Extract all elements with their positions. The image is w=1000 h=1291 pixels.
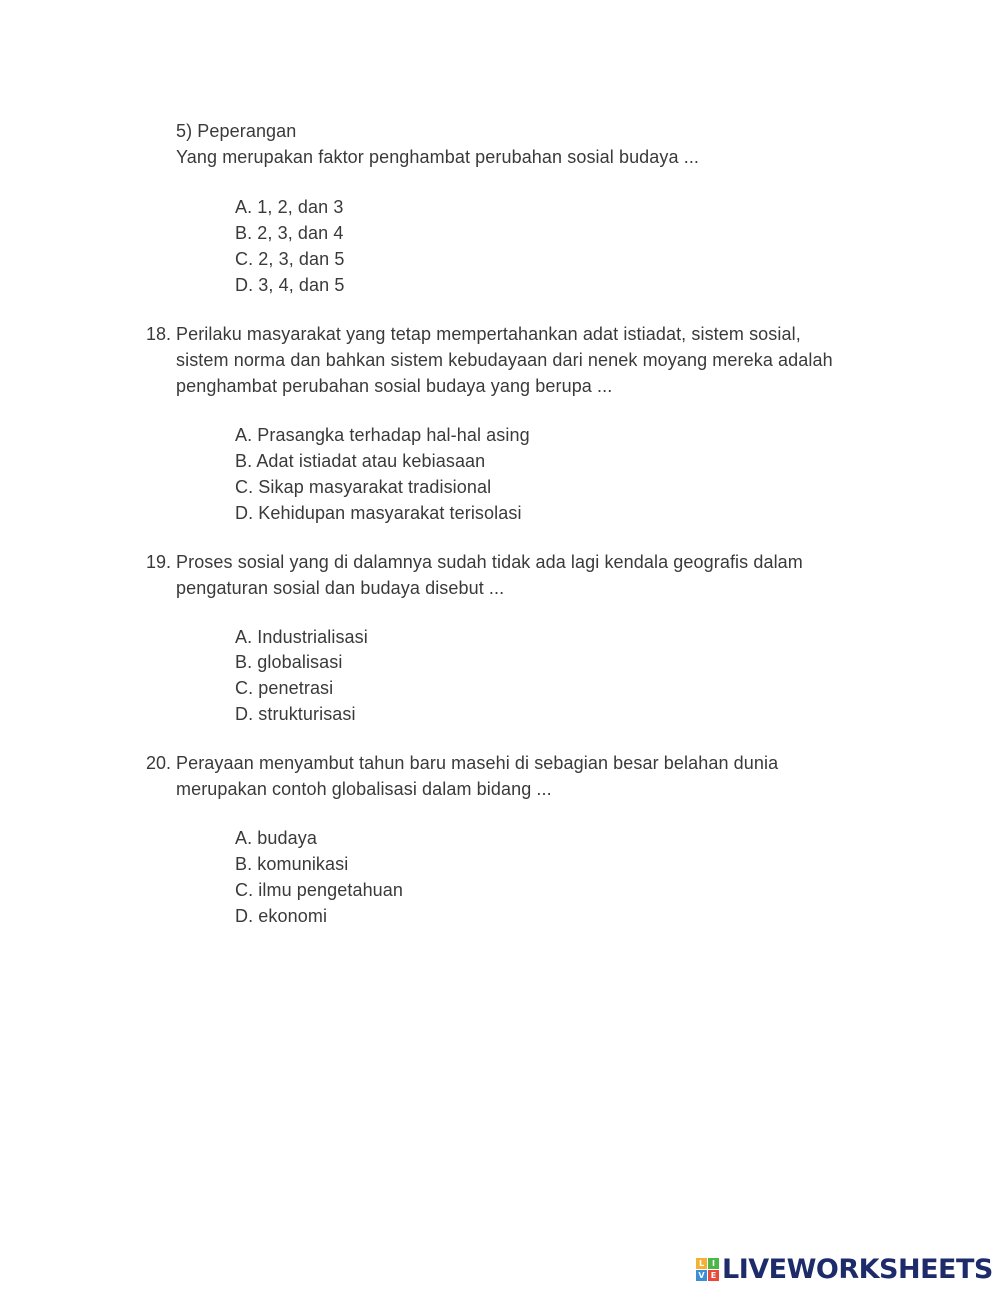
question-18-line-2: sistem norma dan bahkan sistem kebudayaan dari nenek moyang mereka adalah [176,350,833,370]
q17-choice-b[interactable]: B. 2, 3, dan 4 [235,223,344,243]
q19-choice-b[interactable]: B. globalisasi [235,652,343,672]
q19-choice-a[interactable]: A. Industrialisasi [235,627,368,647]
question-18-line-3: penghambat perubahan sosial budaya yang berupa ... [176,376,613,396]
question-20-number: 20. [146,753,172,773]
q20-choice-b[interactable]: B. komunikasi [235,854,349,874]
question-18-number: 18. [146,324,172,344]
liveworksheets-logo [696,1254,993,1284]
logo-block-l: L [696,1258,707,1269]
q20-choice-d[interactable]: D. ekonomi [235,906,328,926]
logo-text: LIVEWORKSHEETS [722,1253,993,1285]
q18-choice-b[interactable]: B. Adat istiadat atau kebiasaan [235,451,486,471]
question-19-line-1: Proses sosial yang di dalamnya sudah tidak ada lagi kendala geografis dalam [176,552,803,572]
logo-block-i: I [708,1258,719,1269]
q18-choice-a[interactable]: A. Prasangka terhadap hal-hal asing [235,425,530,445]
question-20-line-2: merupakan contoh globalisasi dalam bidang ... [176,779,552,799]
logo-block-v: V [696,1270,707,1281]
q17-choice-a[interactable]: A. 1, 2, dan 3 [235,197,344,217]
question-19-number: 19. [146,552,172,572]
question-20-line-1: Perayaan menyambut tahun baru masehi di sebagian besar belahan dunia [176,753,779,773]
question-17-stem: Yang merupakan faktor penghambat perubahan sosial budaya ... [176,147,700,167]
q19-choice-d[interactable]: D. strukturisasi [235,704,356,724]
q20-choice-c[interactable]: C. ilmu pengetahuan [235,880,404,900]
q18-choice-d[interactable]: D. Kehidupan masyarakat terisolasi [235,503,522,523]
q17-choice-c[interactable]: C. 2, 3, dan 5 [235,249,345,269]
logo-blocks-icon [696,1258,719,1281]
logo-block-e: E [708,1270,719,1281]
question-18-line-1: Perilaku masyarakat yang tetap mempertahankan adat istiadat, sistem sosial, [176,324,801,344]
q18-choice-c[interactable]: C. Sikap masyarakat tradisional [235,477,492,497]
q20-choice-a[interactable]: A. budaya [235,828,317,848]
q17-choice-d[interactable]: D. 3, 4, dan 5 [235,275,345,295]
option-5-text: 5) Peperangan [176,121,297,141]
question-19-line-2: pengaturan sosial dan budaya disebut ... [176,578,505,598]
q19-choice-c[interactable]: C. penetrasi [235,678,334,698]
